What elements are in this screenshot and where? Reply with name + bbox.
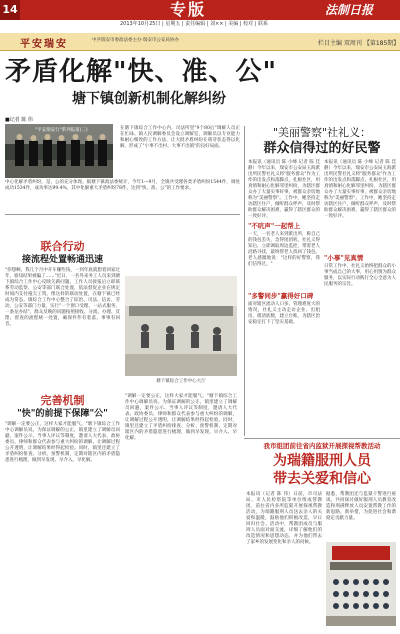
sec2-body-right: "调解一定要公正，这样大家才能服气。"塘下镇综合工作中心调解员说。为保证调解的公正，镇里建立了调解员回避、案件公示、当事人评议等制度，邀请人大代表、政协委员、律师和群众代表参与重大纠纷的调解，让调解过程公开透明，让调解结果经得起检验。同时，镇里还建立了矛盾纠纷排查、分析、预警机制，定期对辖区内的矛盾隐患进行梳理，做到早发现、早介入、早化解。 <box>125 394 237 441</box>
column-sponsor: 中共瑞安市委政法委主办 瑞安市公安局协办 <box>92 38 179 43</box>
sec2-body-left: "调解一定要公正，这样大家才能服气。"塘下镇综合工作中心调解员说。为保证调解的公正，镇里建立了调解员回避、案件公示、当事人评议等制度，邀请人大代表、政协委员、律师和群众代表参与重大纠纷的调解，让调解过程公开透明，让调解结果经得起检验。同时，镇里还建立了矛盾纠纷排查、分析、预警机制，定期对辖区内的矛盾隐患进行梳理，做到早发现、早介入、早化解。 <box>5 422 120 463</box>
ad-body-right: 本报讯（通讯员 陈 小峰 记者 陈 佳静）今年以来，瑞安市公安局玉海派出所民警社礼义将"服务群众"作为工作的出发点和落脚点，扎根社区，用真情和耐心化解邻里纠纷，为辖区群众办了大量实事好事，被群众亲切地称为"美丽警察"。工作中，她坚持走访辖区住户，倾听群众呼声，及时帮助群众解决困难，赢得了辖区群众的一致好评。 <box>324 160 396 219</box>
column-title: 平安瑞安 <box>20 39 68 50</box>
meeting-photo-icon <box>326 542 396 626</box>
section-title: 专版 <box>170 0 207 19</box>
ad-body: 本报讯（通讯员 陈 小峰 记者 陈 佳静）今年以来，瑞安市公安局玉海派出所民警社礼义将"服务群众"作为工作的出发点和落脚点，扎根社区，用真情和耐心化解邻里纠纷，为辖区群众办了大量实事好事，被群众亲切地称为"美丽警察"。工作中，她坚持走访辖区住户，倾听群众呼声，及时帮助群众解决困难，赢得了辖区群众的一致好评。 <box>248 160 320 219</box>
lead-headline: 矛盾化解"快、准、公" <box>5 57 278 87</box>
report-headline2: 带去关爱和信心 <box>273 471 371 487</box>
sec1-title: 联合行动 <box>40 240 85 253</box>
hall-photo-caption: 塘下镇综合工作中心大厅 <box>156 379 206 384</box>
lead-subhead: 塘下镇创新机制化解纠纷 <box>72 91 226 107</box>
ad-sub3: "小事"见真情 <box>324 254 364 262</box>
masthead-logo: 法制日报 <box>325 3 374 17</box>
hall-photo <box>125 276 237 376</box>
lead-photo-caption: "平安瑞安行"系列报道(三) <box>35 128 88 133</box>
ad-sub2: "多警同步"赢得好口碑 <box>248 292 314 300</box>
report-headline: 为瑞籍服刑人员 <box>273 453 371 469</box>
report-body-right: 据悉，帮教团还与监狱干警进行座谈，共同探讨做好服刑人员教育改造和刑满释放人员安置帮教工作的新思路、新举措，为促进社会和谐稳定贡献力量。 <box>326 492 396 521</box>
report-body: 本报讯（记者 陈 伟）日前，市司法局、市人民检察院等单位组成帮教团，前往省内多所监狱开展探视帮教活动，为瑞籍服刑人员送去亲人的关爱和温暖，鼓励他们积极改造，早日回归社会。活动中，帮教团成员与服刑人员面对面交流，详细了解他们的改造情况和思想动态，并为他们带去了家乡的发展变化和亲人的问候。 <box>246 492 322 545</box>
lead-photo <box>5 124 113 178</box>
sec1-body: "你想啊，我几个月中开车赚些钱，一到年底就想着回家过年，谁知结果被骗了……"近日，一名外来务工人员来到塘下镇综合工作中心反映欠薪问题。工作人员接报后立即联系劳动监察、公安等部门联合处置，依法督促企业在规定时间内支付拖欠工资。像这样的联动处置，在塘下镇已经成为常态。镇综合工作中心整合了综治、司法、信访、劳动、公安等部门力量，实行"一个窗口受理、一站式服务、一条龙办结"，群众反映的问题按照接收、分流、办理、反馈、督查的流程统一处置，确保件件有着落、事事有回音。 <box>5 268 120 327</box>
page-number: 14 <box>0 0 20 20</box>
lead-body-right: 在塘下镇综合工作中心内，司法所里"9个80后"调解人员正在忙碌。镇人民调解委员会设立调解室，调解员以专业能力和耐心细致的工作方法，让大批矛盾纠纷在萌芽状态得以化解，形成了"小事不出村、大事不出镇"的良好局面。 <box>120 126 240 149</box>
ad-body2: 面对辖区流动人口多、管理难度大的情况，社礼义主动走访企业、出租房，摸清底数，建立台账，为辖区治安稳定打下了坚实基础。 <box>248 302 320 325</box>
sec2-subtitle: "快"的前提下保障"公" <box>17 409 108 419</box>
ad-body3: 日常工作中，社礼义始终把群众的小事当成自己的大事，用心用情为群众服务，以实际行动践行全心全意为人民服务的宗旨。 <box>324 264 396 287</box>
sec2-title: 完善机制 <box>40 394 85 407</box>
lead-body-left: 中心化解矛盾纠纷，是、公的充分体现。据塘下镇政法委统计，今年1—9月，全镇共受理各类矛盾纠纷1544件，调处成功1534件，成功率达99.4%，其中化解重大矛盾纠纷78件，达到"快、准、公"的工作要求。 <box>5 180 240 191</box>
ad-body1: 一天，一名老人来到派出所，称自己的钱包丢失，急得团团转。社礼义得知后，立即调取周边监控，带着老人沿路寻找，最终帮老人找回了钱包。老人感激地说："这样的好警察，我们信得过。" <box>248 232 320 267</box>
ad-title: "美丽警察"社礼义： <box>272 126 372 139</box>
ad-subtitle: 群众信得过的好民警 <box>263 141 381 156</box>
sec1-subtitle: 接流程处置畅通迅速 <box>21 255 103 265</box>
ad-sub1: "不吭声"一起帮上 <box>248 222 301 230</box>
col-divider <box>244 126 245 436</box>
report-line1: 我市组团前往省内监狱开展探视帮教活动 <box>263 442 381 450</box>
lead-byline: ■记者 陈 伟 <box>5 117 33 123</box>
lead-divider <box>5 214 240 215</box>
report-photo <box>326 542 396 626</box>
report-divider <box>244 438 400 439</box>
hall-photo-icon <box>125 276 237 376</box>
column-editor: 栏目主编 双周刊 【第185期】 <box>318 40 400 47</box>
dateline: 2013年10月25日 | 星期五 | 责任编辑 | 刘×× | 美编 | 校对 | 联系 <box>120 21 269 27</box>
